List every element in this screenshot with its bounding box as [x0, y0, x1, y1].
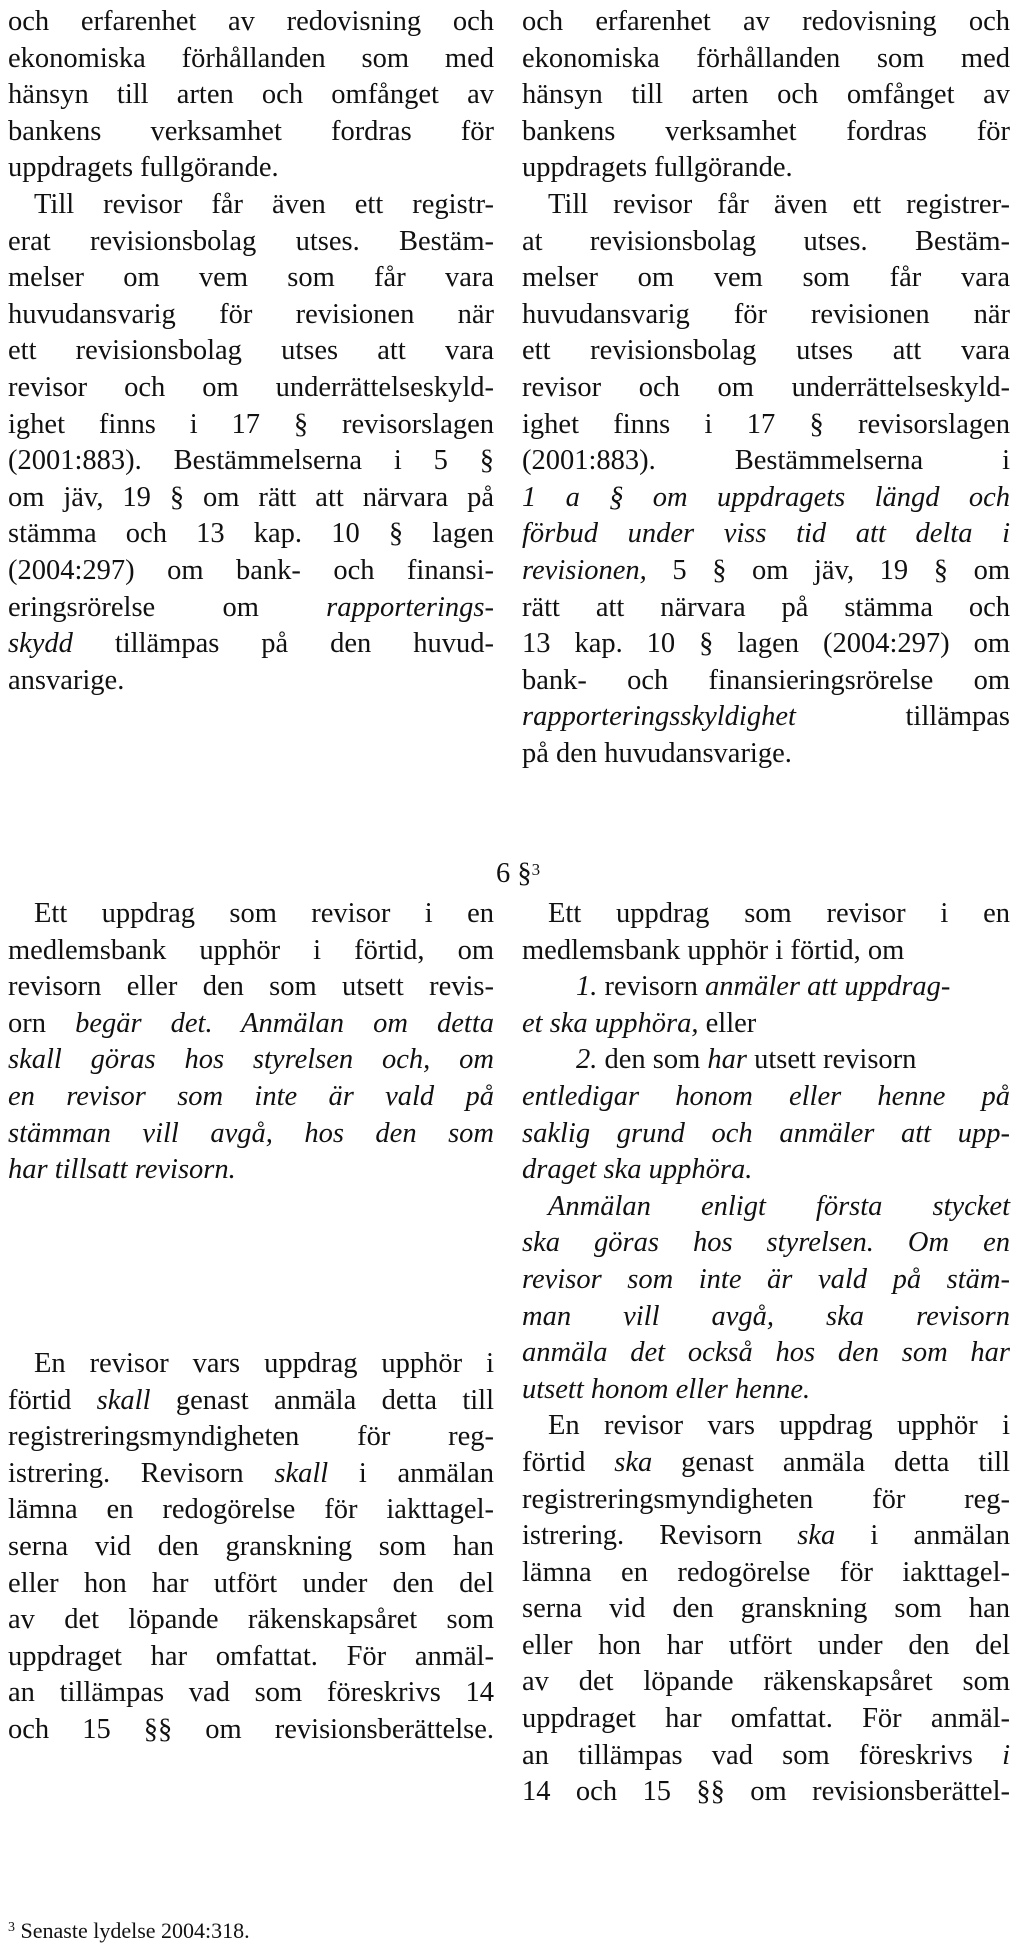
proposed-text-column	[522, 4, 1010, 772]
text-line: registreringsmyndigheten för reg-	[8, 1421, 494, 1453]
proposed-text-column-section-6	[522, 896, 1010, 1811]
italic-run: skall	[96, 1384, 151, 1416]
text-run: 5 § om jäv, 19 § om	[646, 554, 1010, 586]
text-line: rätt att närvara på stämma och	[522, 591, 1010, 623]
text-line	[8, 626, 494, 663]
italic-run: Anmälan enligt första stycket	[548, 1190, 1010, 1222]
text-line: och erfarenhet av redovisning och	[8, 6, 494, 37]
text-line	[522, 1042, 1010, 1079]
text-line	[522, 1152, 1010, 1189]
text-line	[522, 1445, 1010, 1482]
italic-run: skall göras hos styrelsen och, om	[8, 1044, 494, 1076]
text-line	[8, 1383, 494, 1420]
text-line: revisorn eller den som utsett revis-	[8, 971, 494, 1003]
italic-run: revisionen,	[522, 554, 647, 586]
left-paragraph-qualifications	[8, 4, 494, 187]
text-line	[8, 1006, 494, 1043]
text-line	[522, 1006, 1010, 1043]
italic-run: draget ska upphöra.	[522, 1154, 753, 1186]
italic-run: 1 a § om uppdragets längd och	[522, 481, 1010, 513]
italic-run: ska	[797, 1520, 836, 1552]
text-line: at revisionsbolag utses. Bestäm-	[522, 225, 1010, 257]
text-run: i anmälan	[835, 1520, 1010, 1552]
text-line: ett revisionsbolag utses att vara	[8, 335, 494, 367]
text-line	[8, 1116, 494, 1153]
text-run: genast anmäla detta till	[652, 1446, 1010, 1478]
footnote-reference: 3	[531, 860, 541, 879]
italic-run: begär det. Anmälan om detta	[75, 1007, 494, 1039]
text-line: uppdragets fullgörande.	[8, 152, 279, 184]
text-line: Till revisor får även ett registr-	[34, 188, 494, 220]
text-line	[522, 699, 1010, 736]
text-run: tillämpas på den huvud-	[72, 628, 494, 660]
italic-run: ska	[614, 1446, 653, 1478]
right-paragraph-notification	[522, 1408, 1010, 1811]
current-text-column-section-6	[8, 896, 494, 1189]
text-line: huvudansvarig för revisionen när	[8, 298, 494, 330]
text-run: eller	[698, 1007, 757, 1039]
text-line: (2001:883). Bestämmelserna i	[522, 445, 1010, 477]
italic-run: har tillsatt revisorn.	[8, 1154, 236, 1186]
text-line	[522, 1299, 1010, 1336]
text-run: an tillämpas vad som föreskrivs	[522, 1739, 1003, 1771]
left-paragraph-early-termination	[8, 896, 494, 1189]
text-line	[522, 1335, 1010, 1372]
text-line: och erfarenhet av redovisning och	[522, 6, 1010, 37]
text-run: förtid	[8, 1384, 97, 1416]
text-line	[522, 1079, 1010, 1116]
left-paragraph-audit-firm	[8, 187, 494, 699]
right-paragraph-early-termination	[522, 896, 1010, 969]
text-line: ighet finns i 17 § revisorslagen	[8, 408, 494, 440]
text-line: ighet finns i 17 § revisorslagen	[522, 408, 1010, 440]
list-number: 2.	[576, 1044, 598, 1076]
text-line: serna vid den granskning som han	[8, 1530, 494, 1562]
text-line: huvudansvarig för revisionen när	[522, 298, 1010, 330]
text-run: utsett revisorn	[747, 1044, 917, 1076]
italic-run: anmäla det också hos den som har	[522, 1337, 1010, 1369]
section-heading	[496, 856, 540, 892]
italic-run: en revisor som inte är vald på	[8, 1080, 494, 1112]
text-line: revisor och om underrättelseskyld-	[522, 371, 1010, 403]
current-text-column-notification	[8, 1346, 494, 1749]
text-run: den som	[597, 1044, 708, 1076]
italic-run: i	[1002, 1739, 1010, 1771]
text-line: Ett uppdrag som revisor i en	[548, 898, 1010, 929]
text-line: uppdraget har omfattat. För anmäl-	[8, 1640, 494, 1672]
footnote	[8, 1917, 250, 1945]
italic-run: revisor som inte är vald på stäm-	[522, 1263, 1010, 1295]
text-line: eller hon har utfört under den del	[522, 1629, 1010, 1661]
list-number: 1.	[576, 971, 598, 1003]
italic-run: saklig grund och anmäler att upp-	[522, 1117, 1010, 1149]
list-item-2	[522, 1042, 1010, 1188]
text-line: revisor och om underrättelseskyld-	[8, 371, 494, 403]
text-line: och 15 §§ om revisionsberättelse.	[8, 1713, 494, 1745]
text-run: genast anmäla detta till	[150, 1384, 494, 1416]
italic-run: skydd	[8, 628, 73, 660]
text-line: av det löpande räkenskapsåret som	[8, 1604, 494, 1636]
text-line: uppdragets fullgörande.	[522, 152, 793, 184]
text-line	[8, 1456, 494, 1493]
footnote-text: Senaste lydelse 2004:318.	[20, 1918, 250, 1943]
text-line	[522, 516, 1010, 553]
text-line: registreringsmyndigheten för reg-	[522, 1483, 1010, 1515]
right-paragraph-qualifications	[522, 4, 1010, 187]
italic-run: förbud under viss tid att delta i	[522, 518, 1010, 550]
text-line: bankens verksamhet fordras för	[522, 115, 1010, 147]
text-line	[522, 1225, 1010, 1262]
text-line: ansvarige.	[8, 664, 125, 696]
text-line	[522, 1116, 1010, 1153]
footnote-number: 3	[8, 1920, 15, 1935]
italic-run: har	[707, 1044, 748, 1076]
text-line: erat revisionsbolag utses. Bestäm-	[8, 225, 494, 257]
text-line	[522, 553, 1010, 590]
text-line	[522, 1518, 1010, 1555]
text-line: 13 kap. 10 § lagen (2004:297) om	[522, 628, 1010, 660]
text-line	[522, 1189, 1010, 1226]
text-line: serna vid den granskning som han	[522, 1593, 1010, 1625]
text-line: på den huvudansvarige.	[522, 737, 792, 769]
text-run: istrering. Revisorn	[8, 1457, 275, 1489]
text-run: tillämpas	[795, 701, 1010, 733]
text-line	[522, 969, 1010, 1006]
italic-run: rapporterings-	[326, 591, 494, 623]
text-line: medlemsbank upphör i förtid, om	[8, 934, 494, 966]
right-paragraph-audit-firm	[522, 187, 1010, 773]
text-line: hänsyn till arten och omfånget av	[522, 79, 1010, 111]
italic-run: entledigar honom eller henne på	[522, 1080, 1010, 1112]
text-line	[8, 1042, 494, 1079]
text-line: av det löpande räkenskapsåret som	[522, 1666, 1010, 1698]
italic-run: skall	[274, 1457, 329, 1489]
text-line: melser om vem som får vara	[8, 262, 494, 294]
text-line: Ett uppdrag som revisor i en	[34, 898, 494, 929]
text-run: istrering. Revisorn	[522, 1520, 798, 1552]
text-line: En revisor vars uppdrag upphör i	[548, 1410, 1010, 1442]
text-line	[522, 1262, 1010, 1299]
text-line: lämna en redogörelse för iakttagel-	[522, 1556, 1010, 1588]
italic-run: stämman vill avgå, hos den som	[8, 1117, 494, 1149]
text-line: bankens verksamhet fordras för	[8, 115, 494, 147]
text-line: eller hon har utfört under den del	[8, 1567, 494, 1599]
text-line: ett revisionsbolag utses att vara	[522, 335, 1010, 367]
text-line: medlemsbank upphör i förtid, om	[522, 934, 905, 966]
text-line: melser om vem som får vara	[522, 262, 1010, 294]
text-run: eringsrörelse om	[8, 591, 327, 623]
text-line: ekonomiska förhållanden som med	[522, 42, 1010, 74]
left-paragraph-notification	[8, 1346, 494, 1749]
text-line: om jäv, 19 § om rätt att närvara på	[8, 481, 494, 513]
text-line: an tillämpas vad som föreskrivs 14	[8, 1677, 494, 1709]
text-line: ekonomiska förhållanden som med	[8, 42, 494, 74]
italic-run: ska göras hos styrelsen. Om en	[522, 1227, 1010, 1259]
text-line	[8, 590, 494, 627]
text-line: En revisor vars uppdrag upphör i	[34, 1348, 494, 1379]
text-line: hänsyn till arten och omfånget av	[8, 79, 494, 111]
text-run: orn	[8, 1007, 76, 1039]
text-line: (2001:883). Bestämmelserna i 5 §	[8, 445, 494, 477]
text-line: uppdraget har omfattat. För anmäl-	[522, 1703, 1010, 1735]
text-run: i anmälan	[328, 1457, 494, 1489]
text-line	[8, 1152, 494, 1189]
text-line: bank- och finansieringsrörelse om	[522, 664, 1010, 696]
text-line	[522, 1372, 1010, 1409]
right-paragraph-board-notice	[522, 1189, 1010, 1409]
italic-run: rapporteringsskyldighet	[522, 701, 796, 733]
text-line	[8, 1079, 494, 1116]
text-line: stämma och 13 kap. 10 § lagen	[8, 518, 494, 550]
italic-run: et ska upphöra,	[522, 1007, 699, 1039]
text-run: förtid	[522, 1446, 615, 1478]
text-line	[522, 480, 1010, 517]
text-line: (2004:297) om bank- och finansi-	[8, 554, 494, 586]
italic-run: anmäler att uppdrag-	[705, 971, 951, 1003]
italic-run: utsett honom eller henne.	[522, 1373, 811, 1405]
italic-run: man vill avgå, ska revisorn	[522, 1300, 1010, 1332]
section-label: 6 §	[496, 858, 532, 889]
text-run: revisorn	[597, 971, 706, 1003]
list-item-1	[522, 969, 1010, 1042]
text-line: 14 och 15 §§ om revisionsberättel-	[522, 1776, 1010, 1808]
current-text-column	[8, 4, 494, 699]
text-line	[522, 1738, 1010, 1775]
text-line: Till revisor får även ett registrer-	[548, 188, 1010, 220]
text-line: lämna en redogörelse för iakttagel-	[8, 1494, 494, 1526]
